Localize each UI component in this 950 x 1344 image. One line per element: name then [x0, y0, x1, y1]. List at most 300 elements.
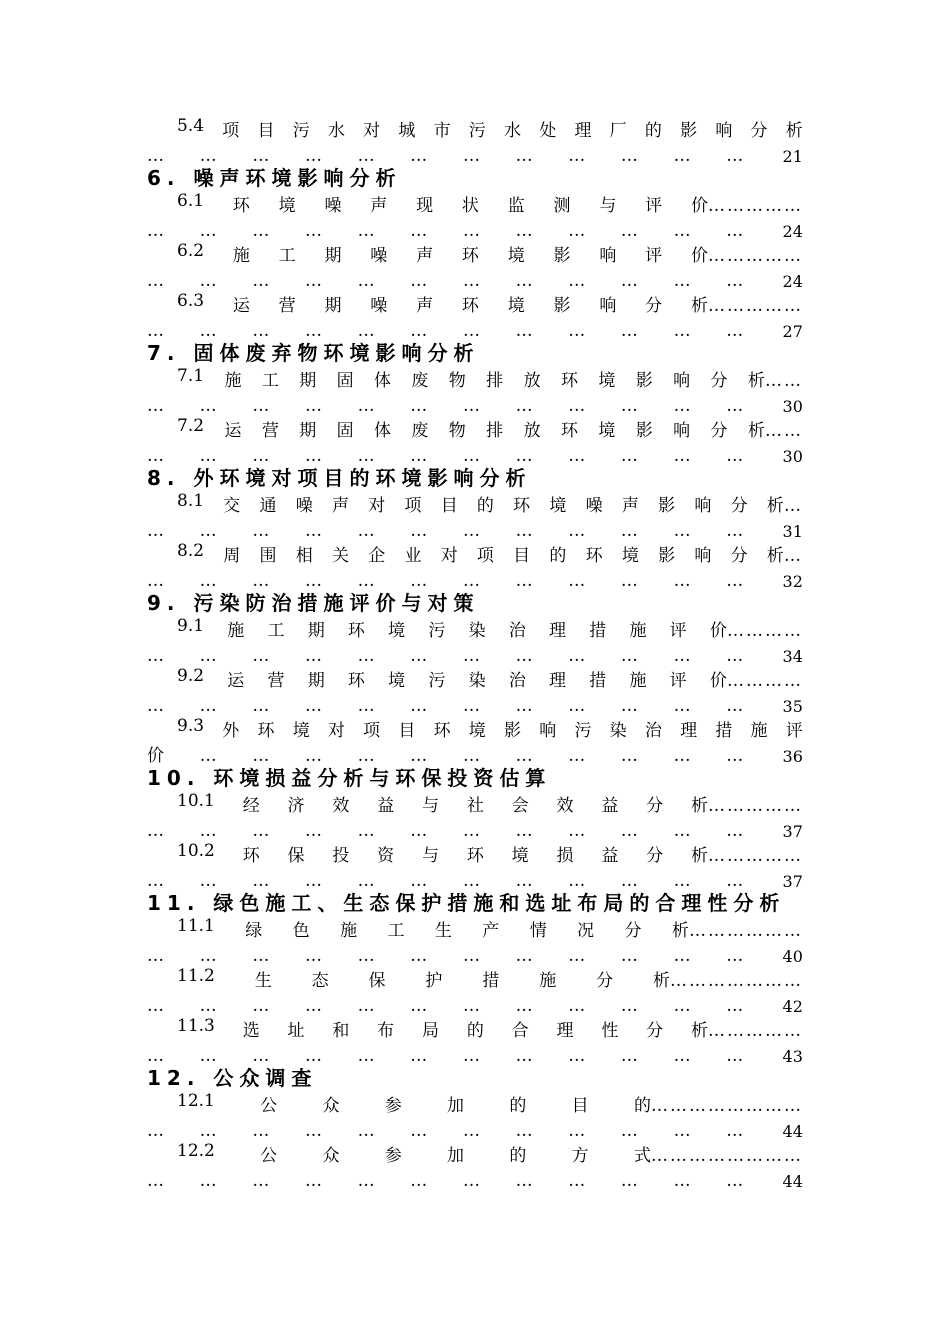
dot-leader-segment: …	[673, 646, 691, 666]
dot-leader-segment: …	[515, 746, 533, 766]
toc-entry-leading	[177, 1091, 651, 1116]
toc-entry-continuation	[147, 316, 803, 341]
title-char: 加	[447, 1146, 465, 1166]
dot-leader-segment: …	[515, 646, 533, 666]
page-number: 37	[782, 872, 803, 891]
title-char: 期	[324, 296, 342, 316]
dot-leader-segment: …	[726, 321, 744, 341]
dot-leader-segment: …	[515, 1046, 533, 1066]
title-char: 对	[440, 546, 458, 566]
dot-leader-segment: …	[515, 271, 533, 291]
dot-leader-segment: …	[357, 221, 375, 241]
dot-leader-segment: …	[357, 996, 375, 1016]
toc-entry-continuation	[147, 566, 803, 591]
title-char: 污	[428, 671, 446, 691]
toc-entry[interactable]	[147, 116, 803, 166]
dot-leader-segment: …	[147, 146, 164, 166]
title-char: 与	[422, 796, 439, 816]
section-number: 11.3	[177, 1016, 215, 1036]
dot-leader-segment: …	[357, 746, 375, 766]
toc-entry-line	[147, 241, 803, 266]
dot-leader-segment: …	[304, 521, 322, 541]
page-number: 21	[782, 147, 803, 166]
toc-entry-continuation	[147, 641, 803, 666]
dot-leader-segment: …	[568, 221, 586, 241]
toc-entry-leading	[177, 1016, 708, 1041]
title-char: 环	[585, 546, 603, 566]
title-char: 目	[513, 546, 531, 566]
dot-leader-segment: …	[252, 646, 270, 666]
title-char: 理	[574, 121, 592, 141]
title-char: 运	[227, 671, 245, 691]
title-char: 和	[332, 1021, 350, 1041]
title-char: 效	[332, 796, 350, 816]
dot-leader-segment: …	[620, 271, 638, 291]
title-char: 围	[259, 546, 277, 566]
title-char: 环	[461, 296, 479, 316]
title-char: 的	[633, 1096, 651, 1116]
dot-leader-segment: …	[673, 321, 691, 341]
title-char: 价	[709, 671, 727, 691]
section-number: 11.2	[177, 966, 215, 986]
dot-leader-segment: …	[673, 521, 691, 541]
toc-entry-line	[147, 916, 803, 941]
dot-leader-segment: …	[410, 396, 428, 416]
title-char: 声	[416, 296, 434, 316]
dot-leader-segment: …	[147, 446, 164, 466]
toc-entry[interactable]	[147, 1091, 803, 1141]
dot-leader-segment: …	[252, 321, 270, 341]
dot-leader-segment: …	[357, 1046, 375, 1066]
title-char: 处	[539, 121, 557, 141]
title-char: 施	[232, 246, 250, 266]
title-char: 通	[259, 496, 277, 516]
title-char: 环	[232, 196, 250, 216]
title-char: 施	[750, 721, 768, 741]
title-char: 期	[307, 621, 325, 641]
title-char: 物	[448, 371, 466, 391]
title-char: 价	[690, 196, 708, 216]
toc-entry-leading	[177, 966, 670, 991]
title-char: 影	[635, 371, 653, 391]
dot-leader-segment: …	[199, 1121, 217, 1141]
toc-entry-continuation	[147, 216, 803, 241]
title-char: 布	[377, 1021, 395, 1041]
title-char: 状	[461, 196, 479, 216]
title-char: 参	[384, 1096, 402, 1116]
title-char: 分	[646, 846, 664, 866]
title-char: 境	[388, 671, 406, 691]
title-char: 境	[388, 621, 406, 641]
dot-leader: ……	[765, 421, 803, 441]
toc-entry[interactable]	[147, 841, 803, 891]
title-char: 益	[377, 796, 395, 816]
title-char: 交	[223, 496, 241, 516]
page-number: 31	[782, 522, 803, 541]
dot-leader-segment: …	[568, 746, 586, 766]
title-char: 分	[596, 971, 614, 991]
dot-leader-segment: …	[568, 821, 586, 841]
dot-leader-segment: …	[515, 871, 533, 891]
toc-entry-leading	[177, 491, 784, 516]
toc-entry-continuation	[147, 741, 803, 766]
dot-leader-segment: …	[462, 571, 480, 591]
dot-leader-segment: …	[726, 521, 744, 541]
dot-leader-segment: …	[357, 446, 375, 466]
toc-entry[interactable]	[147, 616, 803, 666]
title-char: 评	[785, 721, 803, 741]
title-char: 措	[589, 671, 607, 691]
title-char: 测	[553, 196, 571, 216]
section-number: 12.1	[177, 1091, 215, 1111]
title-char: 析	[652, 971, 670, 991]
title-char: 企	[368, 546, 386, 566]
dot-leader-segment: …	[515, 821, 533, 841]
toc-entry[interactable]	[147, 716, 803, 766]
title-char: 体	[374, 421, 391, 441]
dot-leader-segment: …	[410, 146, 428, 166]
dot-leader-segment: …	[147, 1171, 164, 1191]
title-char: 境	[278, 196, 296, 216]
title-char: 水	[327, 121, 345, 141]
title-char: 期	[324, 246, 342, 266]
dot-leader-segment: …	[304, 646, 322, 666]
toc-entry[interactable]	[147, 416, 803, 466]
page-number: 36	[782, 747, 803, 766]
title-char: 分	[624, 921, 642, 941]
toc-entry[interactable]	[147, 541, 803, 591]
title-char: 的	[466, 1021, 484, 1041]
title-char: 境	[292, 721, 310, 741]
title-char: 措	[482, 971, 500, 991]
title-char: 理	[556, 1021, 574, 1041]
dot-leader-segment: …	[410, 271, 428, 291]
dot-leader-segment: …	[726, 871, 744, 891]
dot-leader-segment: …	[410, 746, 428, 766]
title-char: 施	[224, 371, 242, 391]
toc-entry-continuation	[147, 141, 803, 166]
toc-entry-continuation	[147, 516, 803, 541]
title-char: 评	[669, 621, 687, 641]
title-char: 境	[621, 546, 639, 566]
dot-leader-segment: …	[147, 696, 164, 716]
title-char: 境	[468, 721, 486, 741]
title-char: 响	[673, 421, 691, 441]
title-char: 水	[504, 121, 522, 141]
page-number: 44	[782, 1122, 803, 1141]
dot-leader-segment: …	[568, 271, 586, 291]
section-number: 7.2	[177, 416, 205, 436]
title-char: 态	[311, 971, 329, 991]
dot-leader-segment: …	[252, 746, 270, 766]
title-char: 环	[513, 496, 531, 516]
dot-leader-segment: …	[568, 871, 586, 891]
title-char: 噪	[324, 196, 342, 216]
dot-leader-segment: …	[515, 321, 533, 341]
title-char: 放	[523, 371, 541, 391]
dot-leader-segment: …	[357, 946, 375, 966]
title-char: 境	[549, 496, 567, 516]
dot-leader-segment: …	[462, 746, 480, 766]
title-char: 境	[507, 246, 525, 266]
dot-leader-segment: …	[726, 271, 744, 291]
toc-entry[interactable]	[147, 241, 803, 291]
title-char: 环	[347, 621, 365, 641]
toc-entry-leading	[177, 541, 784, 566]
dot-leader-segment: …	[462, 646, 480, 666]
dot-leader-segment: …	[515, 571, 533, 591]
dot-leader: ……………	[708, 1021, 803, 1041]
title-char: 的	[509, 1146, 527, 1166]
dot-leader-segment: …	[252, 1171, 270, 1191]
dot-leader-segment: …	[673, 996, 691, 1016]
dot-leader-segment: …	[199, 396, 217, 416]
dot-leader-segment: …	[147, 271, 164, 291]
dot-leader-segment: …	[357, 1121, 375, 1141]
dot-leader-segment: …	[726, 446, 744, 466]
title-char: 生	[254, 971, 272, 991]
title-char: 施	[629, 621, 647, 641]
title-char: 治	[644, 721, 662, 741]
dot-leader-segment: …	[568, 321, 586, 341]
dot-leader-segment: …	[673, 446, 691, 466]
title-char: 损	[556, 846, 574, 866]
title-char: 价	[709, 621, 727, 641]
dot-leader-segment: …	[252, 946, 270, 966]
title-char: 声	[416, 246, 434, 266]
dot-leader-segment: …	[199, 521, 217, 541]
dot-leader-segment: …	[357, 271, 375, 291]
title-char: 工	[387, 921, 405, 941]
title-char: 影	[553, 296, 571, 316]
section-number: 8.1	[177, 491, 205, 511]
dot-leader-segment: …	[304, 1046, 322, 1066]
page-number: 30	[782, 447, 803, 466]
dot-leader-segment: …	[199, 146, 217, 166]
title-char: 工	[261, 371, 279, 391]
title-char: 资	[377, 846, 395, 866]
dot-leader-segment: …	[252, 696, 270, 716]
toc-entry[interactable]	[147, 366, 803, 416]
dot-leader-segment: …	[568, 446, 586, 466]
title-char: 污	[428, 621, 446, 641]
section-number: 7.1	[177, 366, 205, 386]
title-char: 目	[257, 121, 275, 141]
dot-leader: ……………………	[651, 1096, 803, 1116]
title-char: 分	[710, 371, 728, 391]
dot-leader-segment: …	[673, 1046, 691, 1066]
dot-leader-segment: …	[673, 696, 691, 716]
page-number: 30	[782, 397, 803, 416]
page-number: 43	[782, 1047, 803, 1066]
title-char: 措	[589, 621, 607, 641]
dot-leader: …	[784, 546, 803, 566]
dot-leader-segment: …	[147, 1121, 164, 1141]
title-char: 目	[571, 1096, 589, 1116]
section-number: 6.2	[177, 241, 205, 261]
toc-entry-line	[147, 666, 803, 691]
title-char: 的	[549, 546, 567, 566]
toc-entry[interactable]	[147, 291, 803, 341]
title-char: 期	[299, 371, 317, 391]
dot-leader-segment: …	[515, 1171, 533, 1191]
toc-entry-leading	[177, 791, 708, 816]
title-char: 境	[507, 296, 525, 316]
dot-leader-segment: …	[357, 396, 375, 416]
section-number: 6.3	[177, 291, 205, 311]
dot-leader-segment: …	[726, 571, 744, 591]
title-char: 参	[384, 1146, 402, 1166]
title-char: 境	[598, 371, 616, 391]
dot-leader-segment: …	[462, 396, 480, 416]
dot-leader-segment: …	[462, 146, 480, 166]
title-char: 废	[411, 421, 429, 441]
dot-leader-segment: …	[620, 446, 638, 466]
title-char: 析	[690, 846, 708, 866]
title-char: 营	[278, 296, 296, 316]
title-char: 影	[553, 246, 571, 266]
dot-leader-segment: …	[568, 646, 586, 666]
toc-entry-line	[147, 1016, 803, 1041]
toc-entry-continuation	[147, 1041, 803, 1066]
dot-leader: ……………………	[651, 1146, 803, 1166]
title-char: 色	[292, 921, 310, 941]
title-char: 声	[370, 196, 388, 216]
title-char: 保	[368, 971, 386, 991]
dot-leader: ……………	[708, 246, 803, 266]
dot-leader-segment: …	[515, 396, 533, 416]
title-char: 情	[529, 921, 547, 941]
title-char: 影	[658, 546, 676, 566]
title-char: 评	[645, 196, 663, 216]
dot-leader-segment: …	[462, 1046, 480, 1066]
title-char: 评	[669, 671, 687, 691]
section-number: 12.2	[177, 1141, 215, 1161]
section-number: 8.2	[177, 541, 205, 561]
dot-leader-segment: …	[199, 996, 217, 1016]
toc-entry[interactable]	[147, 916, 803, 966]
toc-entry[interactable]	[147, 1141, 803, 1191]
title-char: 影	[504, 721, 522, 741]
dot-leader-segment: …	[410, 646, 428, 666]
title-char: 声	[621, 496, 639, 516]
dot-leader-segment: …	[568, 946, 586, 966]
title-char: 分	[730, 496, 748, 516]
dot-leader-segment: …	[304, 1171, 322, 1191]
dot-leader-segment: …	[462, 821, 480, 841]
toc-entry-leading	[177, 916, 689, 941]
title-char: 选	[242, 1021, 260, 1041]
dot-leader-segment: …	[304, 571, 322, 591]
toc-entry[interactable]	[147, 1016, 803, 1066]
toc-entry-leading	[177, 666, 727, 691]
dot-leader-segment: …	[147, 221, 164, 241]
dot-leader-segment: …	[199, 871, 217, 891]
title-char: 会	[511, 796, 529, 816]
toc-entry[interactable]	[147, 791, 803, 841]
toc-entry-line	[147, 966, 803, 991]
title-char: 影	[680, 121, 698, 141]
dot-leader-segment: …	[199, 1046, 217, 1066]
toc-entry[interactable]	[147, 491, 803, 541]
dot-leader: ……………	[708, 196, 803, 216]
title-char: 厂	[609, 121, 627, 141]
toc-entry-line	[147, 1141, 803, 1166]
toc-entry[interactable]	[147, 666, 803, 716]
title-char: 响	[715, 121, 733, 141]
title-char: 经	[242, 796, 260, 816]
dot-leader-segment: …	[726, 746, 744, 766]
title-char: 物	[448, 421, 466, 441]
dot-leader-segment: …	[620, 946, 638, 966]
dot-leader-segment: …	[620, 321, 638, 341]
dot-leader-segment: …	[568, 146, 586, 166]
dot-leader-segment: …	[357, 521, 375, 541]
title-char: 固	[336, 371, 354, 391]
dot-leader-segment: …	[304, 996, 322, 1016]
title-char: 环	[560, 421, 578, 441]
title-char: 投	[332, 846, 350, 866]
dot-leader-segment: …	[515, 146, 533, 166]
toc-entry-leading	[177, 416, 765, 441]
dot-leader: …………	[727, 671, 803, 691]
title-char: 相	[295, 546, 313, 566]
dot-leader-segment: …	[568, 521, 586, 541]
toc-entry-line	[147, 191, 803, 216]
dot-leader-segment: …	[620, 1046, 638, 1066]
title-char: 染	[609, 721, 627, 741]
dot-leader-segment: …	[673, 221, 691, 241]
toc-entry[interactable]	[147, 966, 803, 1016]
title-char: 施	[629, 671, 647, 691]
dot-leader-segment: …	[462, 446, 480, 466]
title-char: 护	[425, 971, 443, 991]
title-char: 排	[486, 421, 504, 441]
dot-leader-segment: …	[726, 396, 744, 416]
dot-leader-segment: …	[620, 871, 638, 891]
toc-entry-continuation	[147, 391, 803, 416]
title-char: 众	[322, 1146, 340, 1166]
dot-leader-segment: …	[726, 1171, 744, 1191]
toc-entry[interactable]	[147, 191, 803, 241]
toc-entry-leading	[177, 716, 803, 741]
section-title-continuation: 价	[147, 746, 164, 766]
title-char: 益	[601, 846, 619, 866]
title-char: 施	[539, 971, 557, 991]
chapter-heading: 10. 环境损益分析与环保投资估算	[147, 766, 552, 790]
dot-leader-segment: …	[147, 571, 164, 591]
section-number: 11.1	[177, 916, 215, 936]
title-char: 响	[673, 371, 691, 391]
title-char: 关	[331, 546, 349, 566]
title-char: 环	[347, 671, 365, 691]
title-char: 析	[747, 371, 765, 391]
title-char: 目	[440, 496, 458, 516]
page-number: 32	[782, 572, 803, 591]
title-char: 析	[690, 1021, 708, 1041]
toc-entry-continuation	[147, 941, 803, 966]
title-char: 析	[747, 421, 765, 441]
title-char: 声	[331, 496, 349, 516]
dot-leader-segment: …	[410, 521, 428, 541]
title-char: 价	[690, 246, 708, 266]
title-char: 外	[222, 721, 240, 741]
dot-leader-segment: …	[304, 221, 322, 241]
dot-leader-segment: …	[726, 646, 744, 666]
title-char: 产	[482, 921, 500, 941]
dot-leader-segment: …	[726, 821, 744, 841]
title-char: 治	[508, 621, 526, 641]
